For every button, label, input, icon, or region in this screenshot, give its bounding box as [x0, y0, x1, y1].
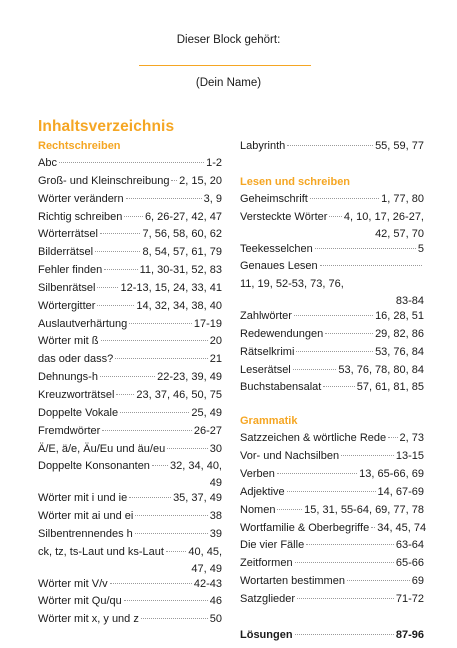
entry-title: Silbenrätsel — [38, 281, 96, 294]
entry-pages: 21 — [209, 353, 222, 366]
dot-leader — [129, 497, 171, 498]
entry-title: Wortarten bestimmen — [240, 575, 345, 588]
dot-leader — [295, 634, 394, 635]
toc-entry[interactable] — [38, 441, 222, 459]
entry-title: das oder dass? — [38, 353, 114, 366]
toc-entry[interactable] — [38, 387, 222, 405]
dot-leader — [371, 527, 375, 528]
entry-pages: 57, 61, 81, 85 — [356, 381, 424, 394]
entry-title: Kreuzworträtsel — [38, 388, 115, 401]
toc-entry[interactable] — [240, 241, 424, 259]
entry-title: Satzzeichen & wörtliche Rede — [240, 432, 387, 445]
dot-leader — [152, 465, 168, 466]
entry-pages: 3, 9 — [203, 192, 222, 205]
entry-pages-continued: 49 — [209, 477, 222, 490]
entry-pages: 29, 82, 86 — [375, 327, 424, 340]
entry-pages: 69 — [411, 575, 424, 588]
entry-title: Wörter verändern — [38, 192, 124, 205]
entry-pages: 13, 65-66, 69 — [359, 467, 424, 480]
entry-pages: 12-13, 15, 24, 33, 41 — [120, 281, 222, 294]
entry-title: Fremdwörter — [38, 424, 101, 437]
dot-leader — [116, 394, 134, 395]
entry-title: Teekesselchen — [240, 242, 313, 255]
entry-pages: 32, 34, 40, — [170, 460, 222, 473]
entry-title: Doppelte Vokale — [38, 406, 119, 419]
entry-pages: 53, 76, 84 — [375, 345, 424, 358]
toc-entry[interactable] — [240, 484, 424, 502]
entry-title: Wörter mit i und ie — [38, 492, 128, 505]
entry-title: Rätselkrimi — [240, 345, 295, 358]
dot-leader — [329, 216, 341, 217]
entry-title: Dehnungs-h — [38, 371, 98, 384]
entry-pages: 63-64 — [395, 539, 424, 552]
dot-leader — [388, 437, 397, 438]
entry-pages: 1, 77, 80 — [381, 192, 424, 205]
toc-entry[interactable] — [240, 537, 424, 555]
dot-leader — [277, 509, 302, 510]
toc-entry[interactable] — [240, 573, 424, 591]
entry-title: Wörtergitter — [38, 299, 96, 312]
dot-leader — [295, 562, 394, 563]
dot-leader — [102, 430, 192, 431]
entry-title: Wortfamilie & Oberbegriffe — [240, 521, 370, 534]
toc-entry[interactable] — [38, 611, 222, 629]
toc-entry[interactable] — [38, 191, 222, 209]
toc-entry[interactable] — [240, 591, 424, 609]
toc-entry[interactable] — [240, 209, 424, 241]
toc-entry[interactable] — [240, 258, 424, 308]
toc-entry[interactable] — [240, 308, 424, 326]
right-sec3-items — [240, 430, 427, 608]
dot-leader — [100, 233, 141, 234]
entry-title: Silbentrennendes h — [38, 527, 133, 540]
dot-leader — [97, 305, 134, 306]
entry-title: Zahlwörter — [240, 310, 292, 323]
toc-entry[interactable] — [240, 191, 424, 209]
entry-title: Genaues Lesen — [240, 260, 318, 273]
entry-pages: 42-43 — [193, 577, 222, 590]
entry-pages: 2, 73 — [399, 432, 424, 445]
entry-pages: 14, 67-69 — [377, 485, 424, 498]
entry-title: Ä/E, ä/e, Äu/Eu und äu/eu — [38, 442, 166, 455]
dot-leader — [126, 198, 202, 199]
dot-leader — [293, 369, 337, 370]
dot-leader — [167, 448, 208, 449]
left-items — [38, 155, 222, 629]
entry-title: Versteckte Wörter — [240, 210, 328, 223]
entry-pages-continued: 83-84 — [395, 295, 424, 308]
toc-entry[interactable] — [38, 298, 222, 316]
toc-title: Inhaltsverzeichnis — [38, 118, 175, 135]
toc-left-column — [38, 138, 222, 629]
entry-title: Redewendungen — [240, 327, 324, 340]
entry-pages: 71-72 — [395, 592, 424, 605]
toc-entry[interactable] — [38, 593, 222, 611]
dot-leader — [277, 473, 357, 474]
entry-title: Die vier Fälle — [240, 539, 305, 552]
toc-entry[interactable] — [240, 379, 424, 397]
toc-entry[interactable] — [38, 226, 222, 244]
dot-leader — [97, 287, 118, 288]
name-line[interactable] — [139, 65, 311, 66]
entry-pages: 35, 37, 49 — [173, 492, 222, 505]
dot-leader — [341, 455, 394, 456]
dot-leader — [320, 265, 422, 266]
dot-leader — [294, 315, 373, 316]
entry-pages: 46 — [209, 595, 222, 608]
entry-pages: 5 — [417, 242, 424, 255]
right-sec2-items — [240, 191, 424, 397]
toc-entry[interactable] — [240, 430, 424, 448]
entry-title: Verben — [240, 467, 275, 480]
entry-title: Zeitformen — [240, 557, 293, 570]
entry-pages: 38 — [209, 510, 222, 523]
entry-pages: 11, 19, 52-53, 73, 76, — [240, 278, 344, 291]
entry-title: Leserätsel — [240, 363, 291, 376]
toc-entry[interactable] — [38, 576, 222, 594]
entry-title: Abc — [38, 157, 57, 169]
entry-pages: 6, 26-27, 42, 47 — [144, 210, 222, 223]
toc-right-column — [240, 138, 427, 645]
dot-leader — [95, 251, 140, 252]
entry-pages: 16, 28, 51 — [375, 310, 424, 323]
owner-section — [0, 0, 457, 100]
entry-pages: 30 — [209, 442, 222, 455]
toc-entry[interactable] — [240, 466, 424, 484]
toc-entry[interactable] — [240, 502, 424, 520]
entry-pages-continued: 47, 49 — [191, 562, 222, 575]
dot-leader — [124, 600, 208, 601]
toc-entry[interactable] — [38, 155, 222, 173]
right-top-items — [240, 138, 424, 156]
toc-entry[interactable] — [38, 458, 222, 490]
dot-leader — [135, 533, 208, 534]
dot-leader — [120, 412, 189, 413]
entry-title: Nomen — [240, 503, 276, 516]
dot-leader — [287, 145, 373, 146]
dot-leader — [115, 358, 208, 359]
entry-pages: 2, 15, 20 — [179, 174, 222, 187]
entry-title: Vor- und Nachsilben — [240, 450, 340, 463]
dot-leader — [347, 580, 410, 581]
entry-pages: 34, 45, 74 — [377, 521, 427, 534]
toc-entry[interactable] — [38, 173, 222, 191]
entry-title: Buchstabensalat — [240, 381, 322, 394]
entry-title: Wörter mit ai und ei — [38, 510, 134, 523]
entry-pages: 87-96 — [395, 628, 424, 641]
entry-pages: 11, 30-31, 52, 83 — [139, 264, 222, 277]
entry-title: Labyrinth — [240, 140, 286, 152]
toc-entry[interactable] — [38, 351, 222, 369]
toc-entry[interactable] — [38, 369, 222, 387]
toc-entry[interactable] — [240, 555, 424, 573]
dot-leader — [141, 618, 208, 619]
dot-leader — [124, 216, 143, 217]
toc-entry[interactable] — [240, 138, 424, 156]
toc-entry[interactable] — [38, 508, 222, 526]
toc-entry[interactable] — [240, 326, 424, 344]
toc-entry[interactable] — [38, 244, 222, 262]
entry-title: Auslautverhärtung — [38, 317, 128, 330]
entry-pages: 17-19 — [193, 317, 222, 330]
section-heading-lesen-und-schreiben: Lesen und schreiben — [240, 175, 351, 188]
entry-title: Wörter mit x, y und z — [38, 613, 139, 626]
dot-leader — [166, 551, 186, 552]
entry-title: ck, tz, ts-Laut und ks-Laut — [38, 545, 164, 558]
entry-title: Richtig schreiben — [38, 210, 123, 223]
dot-leader — [171, 180, 177, 181]
dot-leader — [129, 323, 192, 324]
entry-title: Wörter mit Qu/qu — [38, 595, 122, 608]
owner-hint: (Dein Name) — [195, 77, 262, 89]
entry-pages: 13-15 — [395, 450, 424, 463]
dot-leader — [325, 333, 373, 334]
toc-entry[interactable] — [38, 423, 222, 441]
toc-entry[interactable] — [240, 344, 424, 362]
entry-title: Doppelte Konsonanten — [38, 460, 150, 473]
toc-entry[interactable] — [38, 405, 222, 423]
toc-entry[interactable] — [38, 316, 222, 334]
dot-leader — [306, 544, 394, 545]
dot-leader — [110, 583, 192, 584]
entry-pages-continued: 42, 57, 70 — [375, 227, 424, 240]
entry-pages: 23, 37, 46, 50, 75 — [136, 388, 222, 401]
toc-entry[interactable] — [38, 333, 222, 351]
entry-pages: 55, 59, 77 — [375, 140, 424, 152]
entry-title: Wörterrätsel — [38, 228, 98, 241]
dot-leader — [315, 248, 416, 249]
entry-title: Satzglieder — [240, 592, 296, 605]
entry-pages: 39 — [209, 527, 222, 540]
entry-pages: 7, 56, 58, 60, 62 — [142, 228, 222, 241]
toc-entry-loesungen[interactable] — [240, 627, 424, 645]
toc-entry[interactable] — [38, 544, 222, 576]
owner-label: Dieser Block gehört: — [176, 34, 281, 46]
dot-leader — [323, 386, 354, 387]
entry-pages: 50 — [209, 613, 222, 626]
dot-leader — [296, 351, 373, 352]
entry-title: Wörter mit V/v — [38, 577, 108, 590]
dot-leader — [101, 340, 208, 341]
entry-title: Fehler finden — [38, 264, 103, 277]
entry-pages: 65-66 — [395, 557, 424, 570]
toc-entry[interactable] — [240, 362, 424, 380]
toc-entry[interactable] — [38, 490, 222, 508]
entry-pages: 22-23, 39, 49 — [157, 371, 222, 384]
dot-leader — [287, 491, 376, 492]
entry-title: Geheimschrift — [240, 192, 308, 205]
section-heading-grammatik: Grammatik — [240, 415, 298, 428]
entry-pages: 4, 10, 17, 26-27, — [343, 210, 424, 223]
entry-pages: 8, 54, 57, 61, 79 — [142, 246, 222, 259]
toc-entry[interactable] — [240, 448, 424, 466]
entry-pages: 40, 45, — [188, 545, 222, 558]
dot-leader — [297, 598, 394, 599]
entry-pages: 26-27 — [193, 424, 222, 437]
toc-entry[interactable] — [38, 262, 222, 280]
entry-title: Lösungen — [240, 628, 293, 641]
entry-title: Groß- und Kleinschreibung — [38, 174, 170, 187]
entry-title: Adjektive — [240, 485, 285, 498]
dot-leader — [135, 515, 207, 516]
toc-entry[interactable] — [240, 520, 427, 538]
entry-title: Bilderrätsel — [38, 246, 94, 259]
entry-title: Wörter mit ß — [38, 335, 99, 348]
toc-entry[interactable] — [38, 209, 222, 227]
dot-leader — [100, 376, 155, 377]
dot-leader — [104, 269, 137, 270]
dot-leader — [310, 198, 379, 199]
entry-pages: 20 — [209, 335, 222, 348]
toc-entry[interactable] — [38, 280, 222, 298]
dot-leader — [59, 162, 204, 163]
entry-pages: 53, 76, 78, 80, 84 — [338, 363, 424, 376]
toc-entry[interactable] — [38, 526, 222, 544]
section-heading-rechtschreiben: Rechtschreiben — [38, 140, 121, 152]
entry-pages: 14, 32, 34, 38, 40 — [136, 299, 222, 312]
entry-pages: 15, 31, 55-64, 69, 77, 78 — [304, 503, 424, 516]
entry-pages: 25, 49 — [191, 406, 222, 419]
entry-pages: 1-2 — [206, 157, 222, 169]
